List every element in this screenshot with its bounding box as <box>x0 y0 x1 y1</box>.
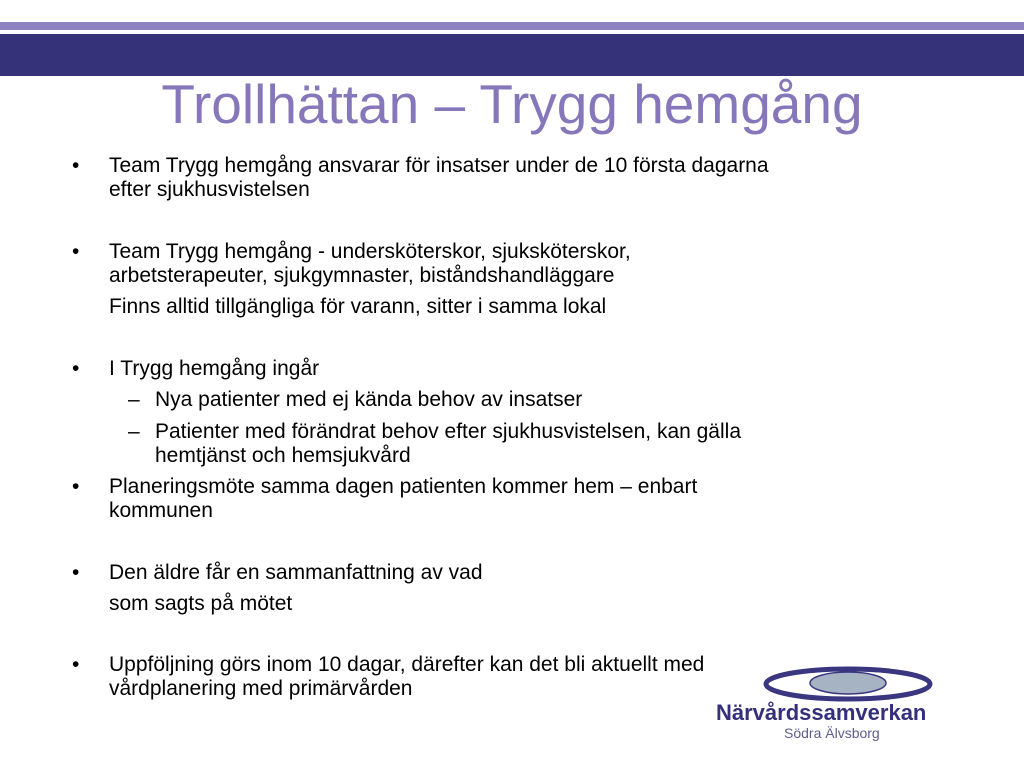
slide-title: Trollhättan – Trygg hemgång <box>161 73 863 135</box>
bullet-marker: • <box>72 357 80 380</box>
bullet-marker: • <box>72 475 80 498</box>
paragraph-text: Finns alltid tillgängliga för varann, sitter i samma lokal <box>109 295 607 318</box>
bullet-text: kommunen <box>109 499 213 522</box>
sub-bullet-marker: – <box>128 420 140 443</box>
bullet-text: Team Trygg hemgång ansvarar för insatser under de 10 första dagarna <box>109 154 769 177</box>
sub-bullet-text: Nya patienter med ej kända behov av insatser <box>155 388 583 411</box>
bullet-marker: • <box>72 154 80 177</box>
bullet-text: vårdplanering med primärvården <box>109 677 413 700</box>
sub-bullet-text: hemtjänst och hemsjukvård <box>155 444 411 467</box>
bullet-text: Den äldre får en sammanfattning av vad <box>109 561 483 584</box>
paragraph-text: som sagts på mötet <box>109 592 293 615</box>
bullet-text: arbetsterapeuter, sjukgymnaster, biståndshandläggare <box>109 264 615 287</box>
sub-bullet-marker: – <box>128 388 140 411</box>
bullet-marker: • <box>72 653 80 676</box>
bullet-marker: • <box>72 561 80 584</box>
logo-name: Närvårdssamverkan <box>716 700 927 725</box>
bullet-text: efter sjukhusvistelsen <box>109 178 310 201</box>
bullet-text: Planeringsmöte samma dagen patienten kommer hem – enbart <box>109 475 698 498</box>
sub-bullet-text: Patienter med förändrat behov efter sjukhusvistelsen, kan gälla <box>155 420 742 443</box>
bullet-text: Team Trygg hemgång - undersköterskor, sjuksköterskor, <box>109 240 631 263</box>
bullet-text: Uppföljning görs inom 10 dagar, därefter kan det bli aktuellt med <box>109 653 705 676</box>
bullet-marker: • <box>72 240 80 263</box>
bullet-text: I Trygg hemgång ingår <box>109 357 320 380</box>
logo-subtitle: Södra Älvsborg <box>784 725 880 741</box>
